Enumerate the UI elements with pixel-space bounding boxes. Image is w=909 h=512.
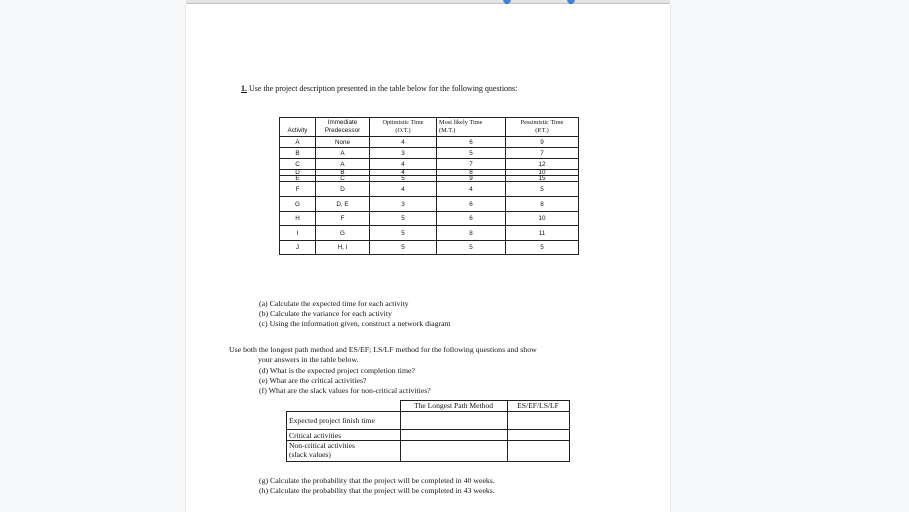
cell-most-likely: 9 [437,176,506,182]
cell-predecessor: None [316,137,370,148]
header-most-likely-line1: Most likely Time [439,119,483,126]
cell-optimistic: 4 [370,159,437,170]
table-row [280,226,579,241]
table-row [280,197,579,212]
question-f: (f) What are the slack values for non-critical activities? [259,386,431,396]
answer-cell-noncritical-longest[interactable] [400,441,507,462]
cell-most-likely: 8 [437,170,506,176]
question-heading-text: Use the project description presented in the table below for the following questions: [247,84,518,93]
cell-most-likely: 5 [437,148,506,159]
answer-header-longest-path: The Longest Path Method [400,401,507,412]
question-b: (b) Calculate the variance for each activity [259,309,392,319]
header-pessimistic-line2: (P.T.) [535,127,549,134]
header-optimistic [370,118,437,137]
cell-optimistic: 4 [370,137,437,148]
header-optimistic-line2: (O.T.) [395,127,411,134]
table-row [287,412,570,430]
table-row [280,137,579,148]
cell-optimistic: 3 [370,148,437,159]
cell-most-likely: 4 [437,182,506,197]
table-row [280,241,579,255]
answer-table [286,400,570,462]
cell-activity: A [280,137,316,148]
cell-pessimistic: 8 [506,197,579,212]
question-d: (d) What is the expected project completion time? [259,366,415,375]
cell-optimistic: 5 [370,226,437,241]
cell-activity: F [280,182,316,197]
cell-activity: H [280,212,316,226]
answer-header-blank [287,401,401,412]
cell-optimistic: 5 [370,241,437,255]
cell-activity: D [280,170,316,176]
table-row [280,212,579,226]
cell-optimistic: 4 [370,182,437,197]
header-optimistic-line1: Optimistic Time [382,119,424,126]
question-number: 1. [241,84,247,93]
question-g: (g) Calculate the probability that the project will be completed in 40 weeks. [259,476,495,485]
cell-optimistic: 4 [370,170,437,176]
cell-predecessor: C [316,176,370,182]
cell-activity: B [280,148,316,159]
cell-predecessor: D, E [316,197,370,212]
answer-row-label-finish-time: Expected project finish time [287,412,401,430]
table-row [280,182,579,197]
cell-activity: I [280,226,316,241]
cell-pessimistic: 12 [506,159,579,170]
answer-cell-finish-esef[interactable] [507,412,569,430]
header-predecessor-line2: Predecessor [324,127,361,134]
cell-pessimistic: 15 [506,176,579,182]
cell-pessimistic: 10 [506,212,579,226]
cell-predecessor: H, I [316,241,370,255]
question-h: (h) Calculate the probability that the project will be completed in 43 weeks. [259,486,495,496]
table-row [287,430,570,441]
project-table-header [280,118,579,137]
instruction-line1: Use both the longest path method and ES/EF; LS/LF method for the following questions and show [229,345,537,354]
cell-predecessor: A [316,148,370,159]
question-heading [241,84,517,93]
project-table [279,117,579,255]
cell-most-likely: 5 [437,241,506,255]
instruction-line2: your answers in the table below. [258,355,359,365]
cell-most-likely: 6 [437,212,506,226]
header-activity: Activity [280,118,316,137]
cell-activity: C [280,159,316,170]
cell-predecessor: G [316,226,370,241]
cell-most-likely: 7 [437,159,506,170]
cell-pessimistic: 7 [506,148,579,159]
cell-most-likely: 8 [437,226,506,241]
cell-activity: J [280,241,316,255]
answer-row-label-noncritical-line1: Non-critical activities [289,441,355,450]
table-row [280,159,579,170]
cell-optimistic: 3 [370,197,437,212]
document-page [186,4,670,512]
cell-predecessor: B [316,170,370,176]
answer-cell-finish-longest[interactable] [400,412,507,430]
header-predecessor [316,118,370,137]
table-row [280,148,579,159]
answer-cell-noncritical-esef[interactable] [507,441,569,462]
cell-pessimistic: 5 [506,241,579,255]
answer-table-header [287,401,570,412]
questions-d-to-f [259,366,431,397]
cell-pessimistic: 10 [506,170,579,176]
cell-activity: E [280,176,316,182]
cell-pessimistic: 9 [506,137,579,148]
cell-pessimistic: 11 [506,226,579,241]
header-pessimistic-line1: Pessimistic Time [520,119,564,126]
questions-g-h [259,476,495,496]
cell-predecessor: A [316,159,370,170]
question-c: (c) Using the information given, construct a network diagram [259,319,451,329]
cell-predecessor: F [316,212,370,226]
answer-header-esef: ES/EF/LS/LF [507,401,569,412]
answer-cell-critical-longest[interactable] [400,430,507,441]
cell-optimistic: 5 [370,212,437,226]
header-most-likely [437,118,506,137]
header-most-likely-line2: (M.T.) [439,127,456,134]
cell-optimistic: 5 [370,176,437,182]
answer-row-label-critical: Critical activities [287,430,401,441]
cell-most-likely: 6 [437,197,506,212]
cell-most-likely: 6 [437,137,506,148]
answer-row-label-noncritical-line2: (slack values) [289,450,331,459]
instruction-paragraph [229,345,537,365]
header-predecessor-line1: Immediate [327,119,358,126]
question-e: (e) What are the critical activities? [259,376,367,386]
cell-pessimistic: 5 [506,182,579,197]
cell-predecessor: D [316,182,370,197]
cell-activity: G [280,197,316,212]
header-pessimistic [506,118,579,137]
questions-a-to-c [259,299,451,330]
question-a: (a) Calculate the expected time for each activity [259,299,409,308]
table-row [287,441,570,462]
answer-row-label-noncritical [287,441,401,462]
answer-cell-critical-esef[interactable] [507,430,569,441]
